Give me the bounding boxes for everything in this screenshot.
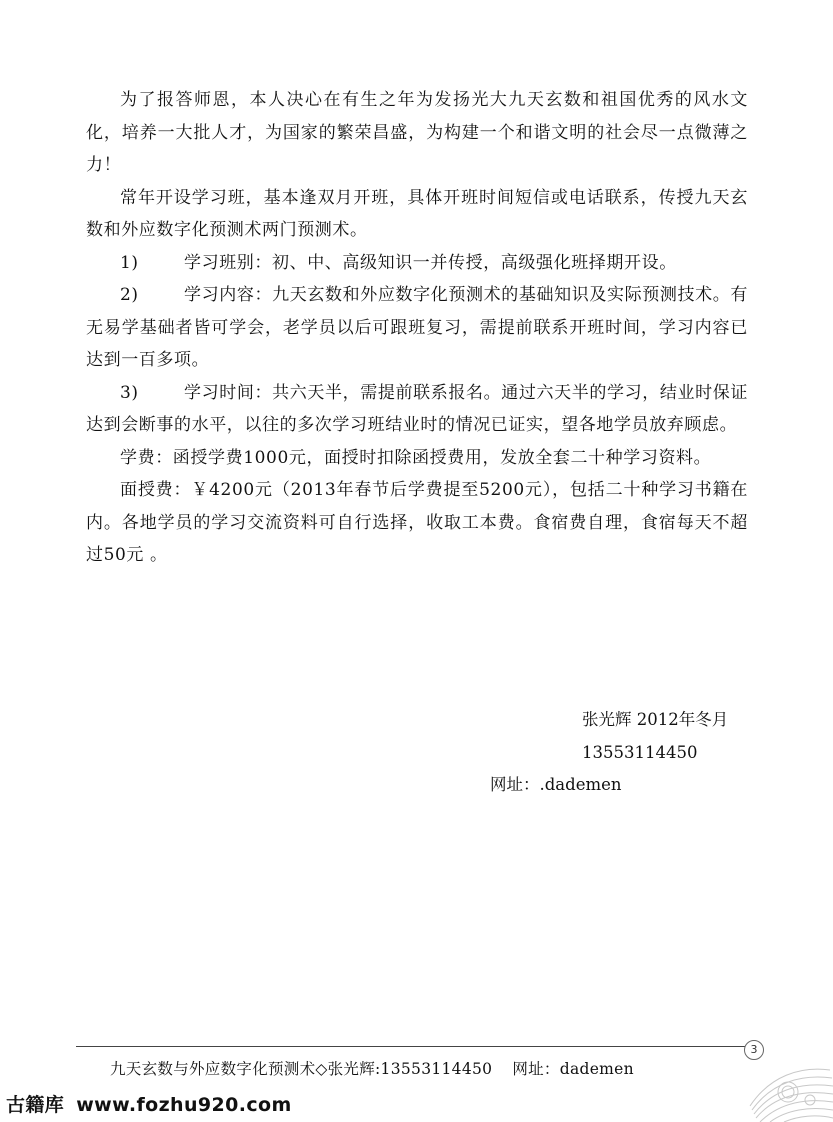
list-item-number: 3) [120, 382, 139, 403]
footer-text [110, 1057, 634, 1079]
watermark [6, 1090, 292, 1117]
paragraph-intro: 为了报答师恩，本人决心在有生之年为发扬光大九天玄数和祖国优秀的风水文化，培养一大批人才，为国家的繁荣昌盛，为构建一个和谐文明的社会尽一点微薄之力！ [86, 90, 748, 175]
footer-divider [76, 1046, 748, 1047]
watermark-url: www.fozhu920.com [76, 1094, 292, 1116]
list-item-number: 2) [120, 285, 139, 305]
list-item-text: 学习时间：共六天半，需提前联系报名。通过六天半的学习，结业时保证达到会断事的水平，以往的多次学习班结业时的情况已证实，望各地学员放弃顾虑。 [86, 382, 748, 435]
footer-left: 九天玄数与外应数字化预测术◇张光辉:13553114450 [110, 1060, 493, 1078]
list-item-class-type [86, 247, 748, 280]
list-item-text: 学习内容：九天玄数和外应数字化预测术的基础知识及实际预测技术。有无易学基础者皆可学会，老学员以后可跟班复习，需提前联系开班时间，学习内容已达到一百多项。 [86, 285, 748, 370]
list-item-number: 1) [120, 252, 139, 273]
paragraph-inperson-fee: 面授费：￥4200元（2013年春节后学费提至5200元），包括二十种学习书籍在内。各地学员的学习交流资料可自行选择，收取工本费。食宿费自理，食宿每天不超过50元 。 [86, 480, 748, 565]
list-item-content [86, 279, 748, 377]
page-number: 3 [744, 1040, 764, 1060]
body-text [86, 84, 748, 572]
list-item-text: 学习班别：初、中、高级知识一并传授，高级强化班择期开设。 [184, 252, 677, 273]
paragraph-classes: 常年开设学习班，基本逢双月开班，具体开班时间短信或电话联系，传授九天玄数和外应数字化预测术两门预测术。 [86, 187, 748, 240]
list-item-duration [86, 377, 748, 442]
signature-website: 网址：.dademen [490, 775, 622, 794]
signature-author-date: 张光辉 2012年冬月 [582, 710, 729, 729]
signature-phone: 13553114450 [582, 743, 698, 762]
watermark-brand: 古籍库 [6, 1094, 65, 1116]
footer-right: 网址：dademen [512, 1060, 634, 1078]
paragraph-tuition: 学费：函授学费1000元，面授时扣除函授费用，发放全套二十种学习资料。 [120, 447, 712, 468]
